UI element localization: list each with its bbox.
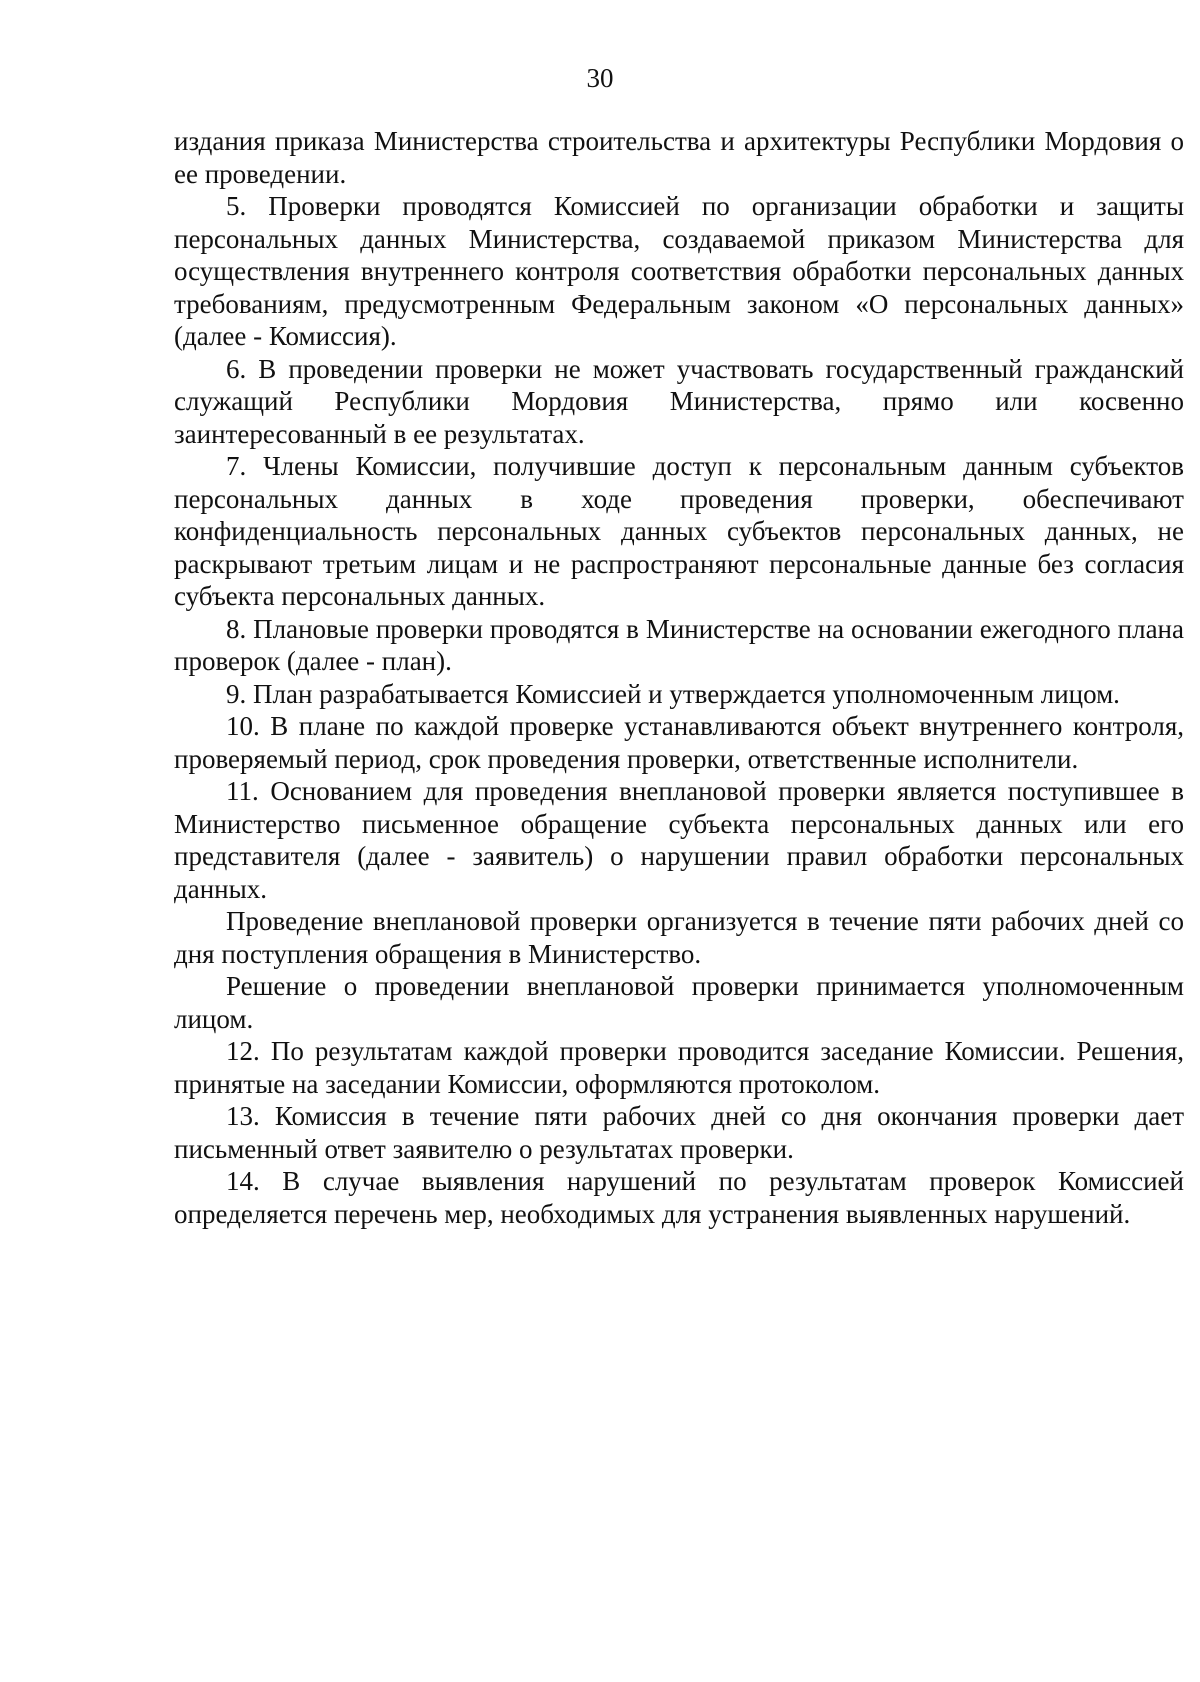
page-number: 30 [586, 63, 614, 93]
paragraph-item-12: 12. По результатам каждой проверки проводится заседание Комиссии. Решения, принятые на заседании Комиссии, оформляются протоколом. [174, 1036, 1184, 1099]
paragraph-item-13: 13. Комиссия в течение пяти рабочих дней со дня окончания проверки дает письменный ответ заявителю о результатах проверки. [174, 1101, 1184, 1164]
paragraph-item-10: 10. В плане по каждой проверке устанавливаются объект внутреннего контроля, проверяемый период, срок проведения проверки, ответственные исполнители. [174, 711, 1184, 774]
paragraph-item-11-decision: Решение о проведении внеплановой проверки принимается уполномоченным лицом. [174, 971, 1184, 1034]
paragraph-item-5: 5. Проверки проводятся Комиссией по организации обработки и защиты персональных данных Министерства, создаваемой приказом Министерства для осуществления внутреннего контроля соответствия обработки персональных данных требованиям, предусмотренным Федеральным законом «О персональных данных» (далее - Комиссия). [174, 191, 1184, 351]
paragraph-item-14: 14. В случае выявления нарушений по результатам проверок Комиссией определяется перечень мер, необходимых для устранения выявленных нарушений. [174, 1166, 1184, 1229]
paragraph-item-11-schedule: Проведение внеплановой проверки организуется в течение пяти рабочих дней со дня поступления обращения в Министерство. [174, 906, 1184, 969]
paragraph-item-6: 6. В проведении проверки не может участвовать государственный гражданский служащий Республики Мордовия Министерства, прямо или косвенно заинтересованный в ее результатах. [174, 353, 1184, 449]
paragraph-item-9: 9. План разрабатывается Комиссией и утверждается уполномоченным лицом. [226, 678, 1120, 709]
paragraph-item-7: 7. Члены Комиссии, получившие доступ к персональным данным субъектов персональных данных в ходе проведения проверки, обеспечивают конфиденциальность персональных данных субъектов персональных данных, не раскрывают третьим лицам и не распространяют персональные данные без согласия субъекта персональных данных. [174, 451, 1184, 611]
document-body [174, 125, 1184, 1230]
paragraph-continuation: издания приказа Министерства строительства и архитектуры Республики Мордовия о ее проведении. [174, 126, 1184, 189]
paragraph-item-11: 11. Основанием для проведения внеплановой проверки является поступившее в Министерство письменное обращение субъекта персональных данных или его представителя (далее - заявитель) о нарушении правил обработки персональных данных. [174, 776, 1184, 904]
paragraph-item-8: 8. Плановые проверки проводятся в Министерстве на основании ежегодного плана проверок (далее - план). [174, 613, 1184, 676]
